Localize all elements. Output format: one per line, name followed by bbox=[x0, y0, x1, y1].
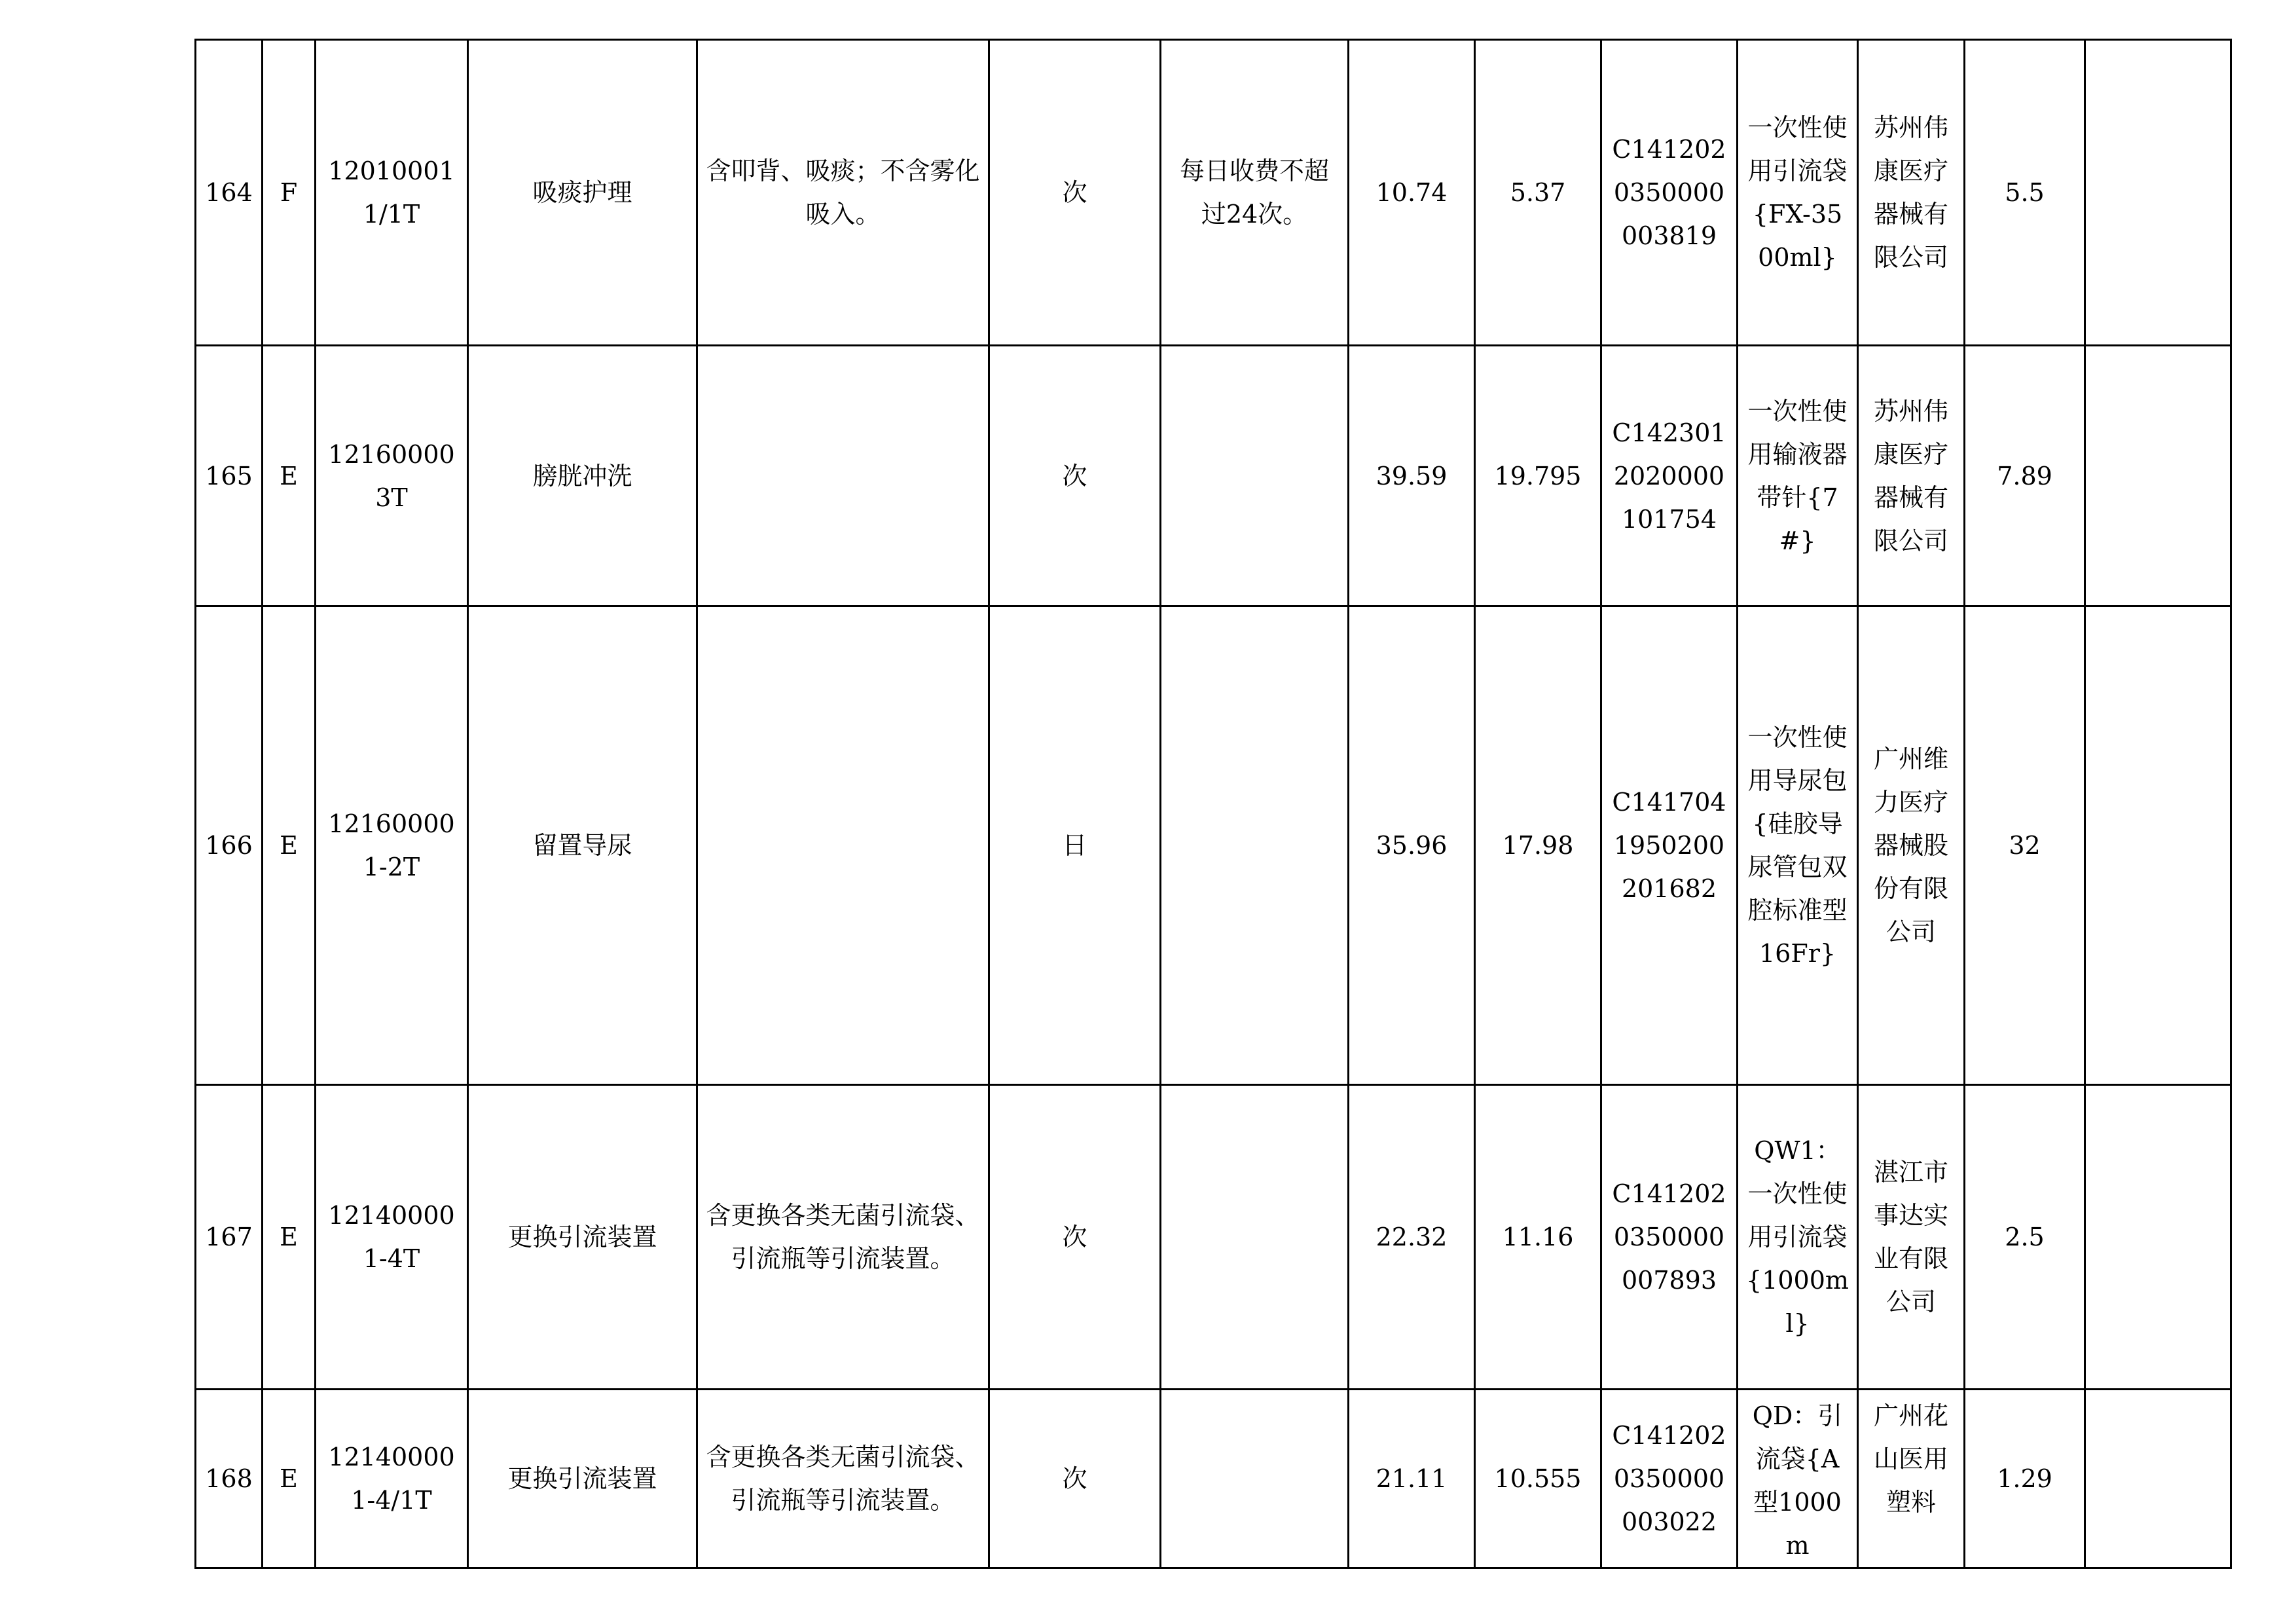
table-row bbox=[196, 606, 2231, 1085]
table-row bbox=[196, 346, 2231, 606]
seq-cell: 168 bbox=[196, 1390, 263, 1568]
unit-cell: 次 bbox=[989, 1390, 1161, 1568]
price-cell: 35.96 bbox=[1349, 606, 1475, 1085]
half-price-cell: 10.555 bbox=[1475, 1390, 1601, 1568]
material-name-cell: 一次性使用输液器带针{7#} bbox=[1738, 346, 1858, 606]
price-cell: 10.74 bbox=[1349, 40, 1475, 346]
note-cell bbox=[1161, 346, 1349, 606]
material-code-cell: C1417041950200201682 bbox=[1601, 606, 1738, 1085]
name-cell: 更换引流装置 bbox=[468, 1085, 697, 1390]
seq-cell: 166 bbox=[196, 606, 263, 1085]
remark-cell bbox=[2085, 346, 2231, 606]
name-cell: 留置导尿 bbox=[468, 606, 697, 1085]
content-cell bbox=[697, 346, 989, 606]
table-row bbox=[196, 40, 2231, 346]
half-price-cell: 11.16 bbox=[1475, 1085, 1601, 1390]
code-cell: 121600001-2T bbox=[316, 606, 468, 1085]
manufacturer-cell: 苏州伟康医疗器械有限公司 bbox=[1858, 346, 1965, 606]
note-cell: 每日收费不超过24次。 bbox=[1161, 40, 1349, 346]
code-cell: 121400001-4/1T bbox=[316, 1390, 468, 1568]
name-cell: 吸痰护理 bbox=[468, 40, 697, 346]
seq-cell: 167 bbox=[196, 1085, 263, 1390]
category-cell: E bbox=[263, 346, 316, 606]
price-table bbox=[194, 39, 2232, 1569]
category-cell: E bbox=[263, 1085, 316, 1390]
material-name-cell: QD：引流袋{A型1000m bbox=[1738, 1390, 1858, 1568]
half-price-cell: 17.98 bbox=[1475, 606, 1601, 1085]
unit-cell: 次 bbox=[989, 40, 1161, 346]
material-price-cell: 7.89 bbox=[1965, 346, 2085, 606]
table-row bbox=[196, 1390, 2231, 1568]
manufacturer-cell: 湛江市事达实业有限公司 bbox=[1858, 1085, 1965, 1390]
content-cell bbox=[697, 606, 989, 1085]
material-price-cell: 1.29 bbox=[1965, 1390, 2085, 1568]
note-cell bbox=[1161, 1390, 1349, 1568]
content-cell: 含叩背、吸痰；不含雾化吸入。 bbox=[697, 40, 989, 346]
category-cell: E bbox=[263, 606, 316, 1085]
remark-cell bbox=[2085, 1085, 2231, 1390]
material-code-cell: C1423012020000101754 bbox=[1601, 346, 1738, 606]
manufacturer-cell: 广州维力医疗器械股份有限公司 bbox=[1858, 606, 1965, 1085]
manufacturer-cell: 苏州伟康医疗器械有限公司 bbox=[1858, 40, 1965, 346]
content-cell: 含更换各类无菌引流袋、引流瓶等引流装置。 bbox=[697, 1390, 989, 1568]
half-price-cell: 19.795 bbox=[1475, 346, 1601, 606]
table-row bbox=[196, 1085, 2231, 1390]
unit-cell: 次 bbox=[989, 1085, 1161, 1390]
material-name-cell: 一次性使用导尿包{硅胶导尿管包双腔标准型16Fr} bbox=[1738, 606, 1858, 1085]
seq-cell: 165 bbox=[196, 346, 263, 606]
material-price-cell: 5.5 bbox=[1965, 40, 2085, 346]
content-cell: 含更换各类无菌引流袋、引流瓶等引流装置。 bbox=[697, 1085, 989, 1390]
remark-cell bbox=[2085, 1390, 2231, 1568]
seq-cell: 164 bbox=[196, 40, 263, 346]
unit-cell: 日 bbox=[989, 606, 1161, 1085]
price-cell: 22.32 bbox=[1349, 1085, 1475, 1390]
half-price-cell: 5.37 bbox=[1475, 40, 1601, 346]
code-cell: 120100011/1T bbox=[316, 40, 468, 346]
material-name-cell: QW1：一次性使用引流袋{1000ml} bbox=[1738, 1085, 1858, 1390]
material-price-cell: 32 bbox=[1965, 606, 2085, 1085]
material-code-cell: C1412020350000007893 bbox=[1601, 1085, 1738, 1390]
material-price-cell: 2.5 bbox=[1965, 1085, 2085, 1390]
material-name-cell: 一次性使用引流袋{FX-3500ml} bbox=[1738, 40, 1858, 346]
note-cell bbox=[1161, 1085, 1349, 1390]
code-cell: 121600003T bbox=[316, 346, 468, 606]
remark-cell bbox=[2085, 40, 2231, 346]
material-code-cell: C1412020350000003819 bbox=[1601, 40, 1738, 346]
price-cell: 39.59 bbox=[1349, 346, 1475, 606]
code-cell: 121400001-4T bbox=[316, 1085, 468, 1390]
name-cell: 更换引流装置 bbox=[468, 1390, 697, 1568]
category-cell: F bbox=[263, 40, 316, 346]
unit-cell: 次 bbox=[989, 346, 1161, 606]
note-cell bbox=[1161, 606, 1349, 1085]
name-cell: 膀胱冲洗 bbox=[468, 346, 697, 606]
category-cell: E bbox=[263, 1390, 316, 1568]
manufacturer-cell: 广州花山医用塑料 bbox=[1858, 1390, 1965, 1568]
remark-cell bbox=[2085, 606, 2231, 1085]
price-cell: 21.11 bbox=[1349, 1390, 1475, 1568]
material-code-cell: C1412020350000003022 bbox=[1601, 1390, 1738, 1568]
